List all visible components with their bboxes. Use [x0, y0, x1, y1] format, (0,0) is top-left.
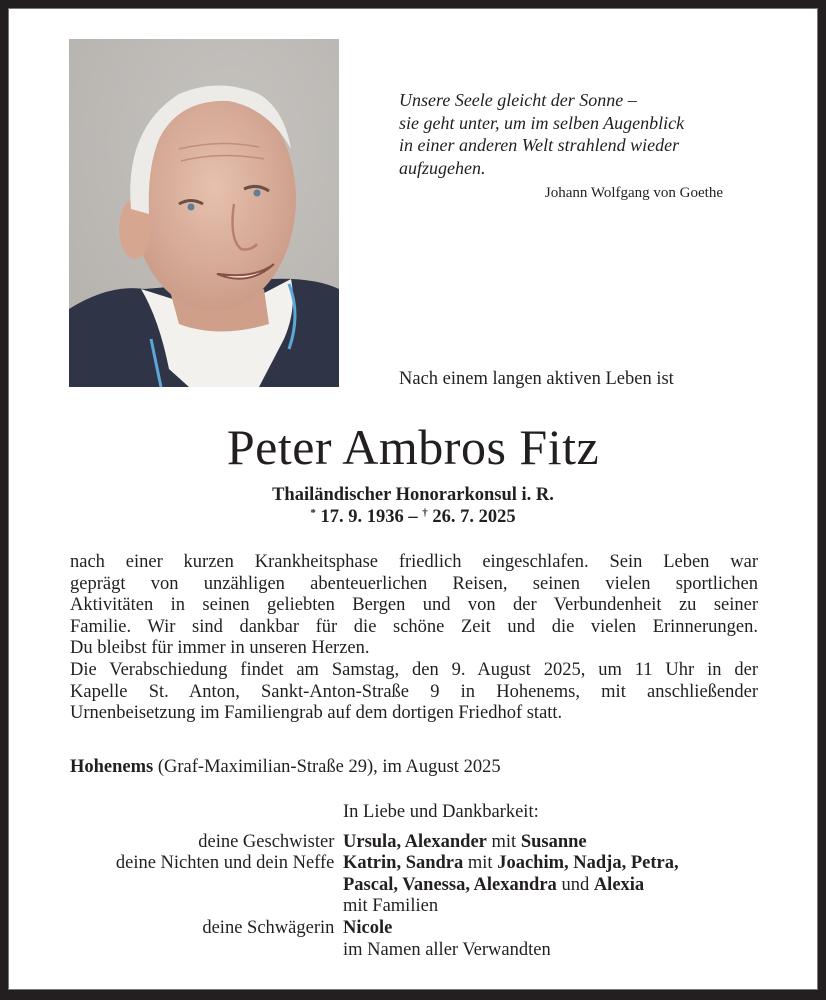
- place-and-date: [70, 757, 501, 778]
- body-line: Kapelle St. Anton, Sankt-Anton-Straße 9 in Hohenems, mit anschließender: [70, 681, 758, 702]
- date-separator: –: [403, 507, 423, 527]
- body-line: Die Verabschiedung findet am Samstag, den 9. August 2025, um 11 Uhr in der: [70, 659, 758, 680]
- mourner-relation: [9, 940, 343, 962]
- body-line: nach einer kurzen Krankheitsphase friedlich eingeschlafen. Sein Leben war: [70, 552, 758, 572]
- mourner-row: [9, 875, 819, 897]
- mourner-relation: deine Nichten und dein Neffe: [115, 853, 339, 874]
- body-line: Urnenbeisetzung im Familiengrab auf dem dortigen Friedhof statt.: [70, 703, 563, 724]
- mourner-names: Pascal, Vanessa, Alexandra und Alexia: [343, 874, 645, 895]
- deceased-title: Thailändischer Honorarkonsul i. R.: [272, 485, 554, 505]
- life-dates: [9, 507, 817, 528]
- mourners-heading-row: [9, 802, 819, 824]
- portrait-photo: [69, 39, 339, 387]
- obituary-body: [70, 552, 758, 725]
- obituary-page: [8, 8, 818, 990]
- birth-date: 17. 9. 1936: [320, 507, 404, 527]
- mourner-groups: [9, 832, 819, 962]
- mourners-heading: In Liebe und Dankbarkeit:: [343, 802, 539, 822]
- mourner-relation: [9, 875, 343, 897]
- quote-line: aufzugehen.: [399, 157, 486, 178]
- birth-symbol: *: [310, 507, 316, 519]
- mourner-relation: deine Geschwister: [198, 831, 339, 852]
- body-line: Aktivitäten in seinen geliebten Bergen und von der Verbundenheit zu seiner: [70, 595, 758, 616]
- portrait-image: [69, 39, 339, 387]
- mourner-names: Ursula, Alexander mit Susanne: [343, 831, 587, 852]
- mourner-row: [9, 896, 819, 918]
- mourners-list: [9, 802, 819, 961]
- mourner-row: [9, 832, 819, 854]
- mourner-names: Katrin, Sandra mit Joachim, Nadja, Petra,: [343, 853, 679, 874]
- mourner-names: mit Familien: [343, 896, 439, 917]
- mourner-row: [9, 918, 819, 940]
- poem-quote: [399, 89, 739, 179]
- mourner-relation: [9, 896, 343, 918]
- mourner-names: im Namen aller Verwandten: [343, 939, 551, 960]
- place-city: Hohenems: [70, 757, 154, 777]
- quote-author: Johann Wolfgang von Goethe: [544, 185, 723, 201]
- quote-line: in einer anderen Welt strahlend wieder: [399, 135, 680, 155]
- mourner-names: Nicole: [343, 917, 393, 938]
- intro-text: Nach einem langen aktiven Leben ist: [399, 369, 674, 389]
- death-symbol: †: [422, 507, 428, 519]
- mourner-row: [9, 853, 819, 875]
- quote-line: Unsere Seele gleicht der Sonne –: [399, 90, 637, 110]
- place-address-date: (Graf-Maximilian-Straße 29), im August 2025: [153, 757, 501, 777]
- quote-line: sie geht unter, um im selben Augenblick: [399, 112, 685, 133]
- body-line: Du bleibst für immer in unseren Herzen.: [70, 638, 370, 659]
- death-date: 26. 7. 2025: [432, 507, 516, 527]
- deceased-name: Peter Ambros Fitz: [226, 419, 600, 475]
- mourner-row: [9, 940, 819, 962]
- body-line: geprägt von unzähligen abenteuerlichen Reisen, seinen vielen sportlichen: [70, 573, 758, 594]
- mourner-relation: deine Schwägerin: [202, 917, 339, 938]
- body-line: Familie. Wir sind dankbar für die schöne Zeit und die vielen Erinnerungen.: [70, 616, 758, 637]
